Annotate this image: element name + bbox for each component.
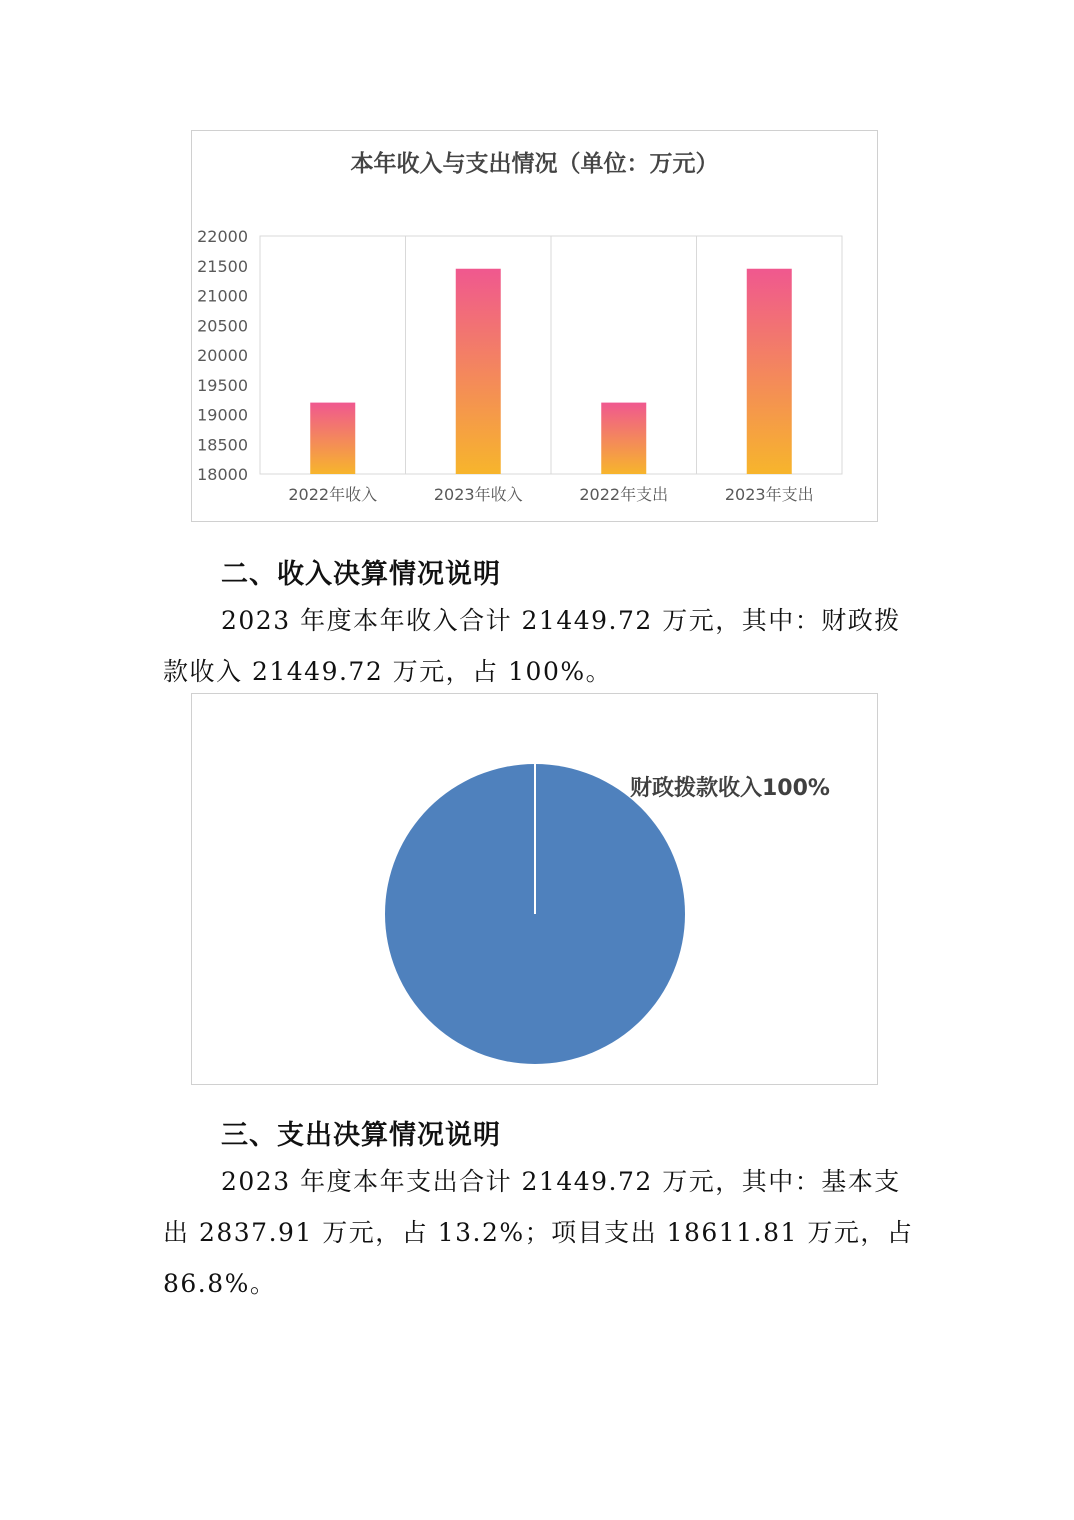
income-line-2: 款收入 21449.72 万元，占 100%。 xyxy=(163,657,613,686)
pie-slice-label: 财政拨款收入100% xyxy=(630,776,830,801)
bar-chart-svg xyxy=(192,131,877,521)
pie-chart xyxy=(191,693,878,1085)
x-tick-label: 2023年收入 xyxy=(433,485,523,504)
y-tick-label: 20000 xyxy=(197,346,248,365)
y-tick-label: 19500 xyxy=(197,375,248,395)
y-tick-label: 20500 xyxy=(197,316,248,336)
y-tick-label: 18500 xyxy=(197,435,248,455)
expense-line-2: 出 2837.91 万元，占 13.2%；项目支出 18611.81 万元，占 xyxy=(163,1218,914,1247)
income-section-paragraph xyxy=(163,595,908,697)
expense-line-3: 86.8%。 xyxy=(163,1269,277,1298)
income-section-heading: 二、收入决算情况说明 xyxy=(221,559,501,590)
expense-line-1: 2023 年度本年支出合计 21449.72 万元，其中：基本支 xyxy=(221,1167,901,1196)
bar-chart-title: 本年收入与支出情况（单位：万元） xyxy=(350,151,719,177)
y-tick-label: 21000 xyxy=(197,286,248,306)
expense-section-paragraph xyxy=(163,1156,914,1309)
x-tick-label: 2022年支出 xyxy=(579,485,669,504)
bar-2 xyxy=(456,269,501,474)
x-tick-label: 2022年收入 xyxy=(288,485,378,504)
x-tick-label: 2023年支出 xyxy=(724,485,814,504)
y-tick-label: 22000 xyxy=(197,227,248,246)
bar-chart xyxy=(191,130,878,522)
y-tick-label: 21500 xyxy=(197,256,248,276)
y-tick-label: 19000 xyxy=(197,405,248,425)
bar-4 xyxy=(747,269,792,474)
income-line-1: 2023 年度本年收入合计 21449.72 万元，其中：财政拨 xyxy=(221,606,901,635)
bar-3 xyxy=(601,403,646,474)
expense-section-heading: 三、支出决算情况说明 xyxy=(221,1120,501,1151)
y-tick-label: 18000 xyxy=(197,465,248,484)
pie-chart-svg xyxy=(192,694,877,1084)
bar-1 xyxy=(310,403,355,474)
